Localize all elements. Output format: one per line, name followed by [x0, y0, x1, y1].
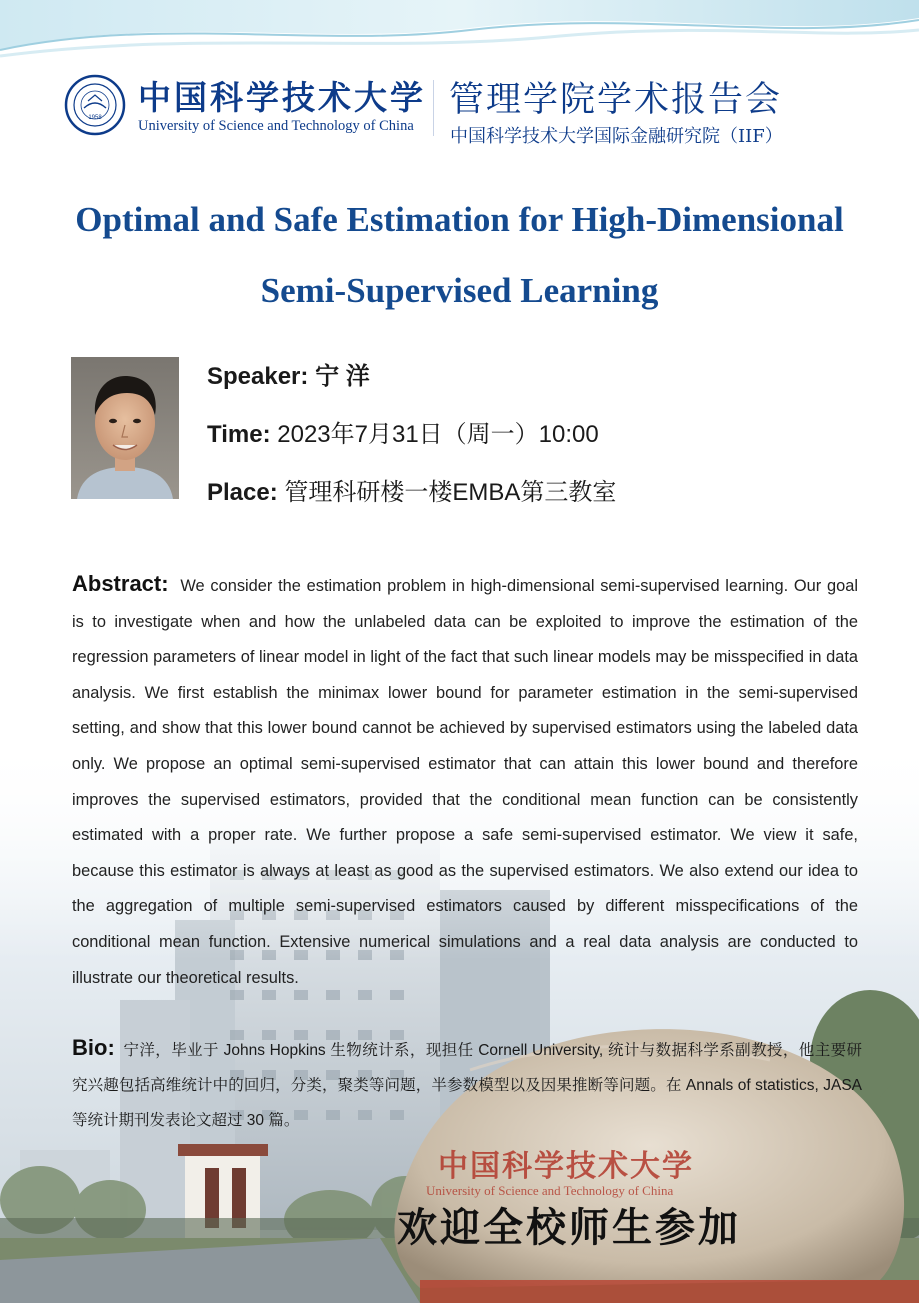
abstract-text: We consider the estimation problem in high-dimensional semi-supervised learning. Our goal is to investigate when and how the unlabeled data can be exploited to improve the estimation of the regression parameters of linear model in light of the fact that such linear models may be misspecified in data analysis. We first establish the minimax lower bound for parameter estimation in the semi-supervised setting, and show that this lower bound cannot be achieved by supervised estimators using the labeled data only. We propose an optimal semi-supervised estimator that can attain this lower bound and therefore improves the supervised estimators, provided that the conditional mean function can be consistently estimated with a proper rate. We further propose a safe semi-supervised estimator. We view it safe, because this estimator is always at least as good as the supervised estimators. We also extend our idea to the aggregation of multiple semi-supervised estimators caused by different misspecifications of the conditional mean function. Extensive numerical simulations and a real data analysis are conducted to illustrate our theoretical results.: [72, 577, 859, 987]
university-seal-logo: [64, 74, 126, 136]
report-series-title: 管理学院学术报告会: [449, 80, 783, 120]
speaker-photo: [71, 357, 179, 499]
institute-name: 中国科学技术大学国际金融研究院（IIF）: [450, 126, 783, 147]
bio-text: 宁洋，毕业于 Johns Hopkins 生物统计系，现担任 Cornell University, 统计与数据科学系副教授，他主要研究兴趣包括高维统计中的回归，分类，聚类等问题，半参数模型以及因果推断等问题。在 Annals of statistics, JASA 等统计期刊发表论文超过 30 篇。: [72, 1042, 863, 1129]
speaker-name: 宁 洋: [315, 363, 370, 390]
time-info: [207, 414, 599, 449]
abstract-section: [72, 566, 858, 996]
speaker-info: [207, 356, 370, 391]
rock-inscription-en: University of Science and Technology of China: [426, 1183, 674, 1198]
speaker-label: Speaker:: [207, 363, 309, 390]
rock-inscription-cn: 中国科学技术大学: [438, 1149, 694, 1184]
time-value: 2023年7月31日（周一）10:00: [277, 421, 599, 448]
time-label: Time:: [207, 421, 271, 448]
seal-year: 1958: [88, 115, 102, 121]
talk-title-line-1: Optimal and Safe Estimation for High-Dimensional: [75, 200, 844, 239]
university-name-cn: 中国科学技术大学: [138, 78, 426, 117]
welcome-message: 欢迎全校师生参加: [397, 1204, 741, 1251]
talk-title-line-2: Semi-Supervised Learning: [260, 271, 659, 310]
university-name-en: University of Science and Technology of China: [138, 118, 414, 134]
bio-section: [72, 1030, 862, 1138]
abstract-label: Abstract:: [72, 571, 169, 596]
bio-label: Bio:: [72, 1035, 115, 1060]
place-info: [207, 472, 616, 507]
header-divider: [433, 80, 434, 136]
place-value: 管理科研楼一楼EMBA第三教室: [284, 479, 617, 506]
top-wave-decoration: [0, 0, 919, 70]
place-label: Place:: [207, 479, 278, 506]
